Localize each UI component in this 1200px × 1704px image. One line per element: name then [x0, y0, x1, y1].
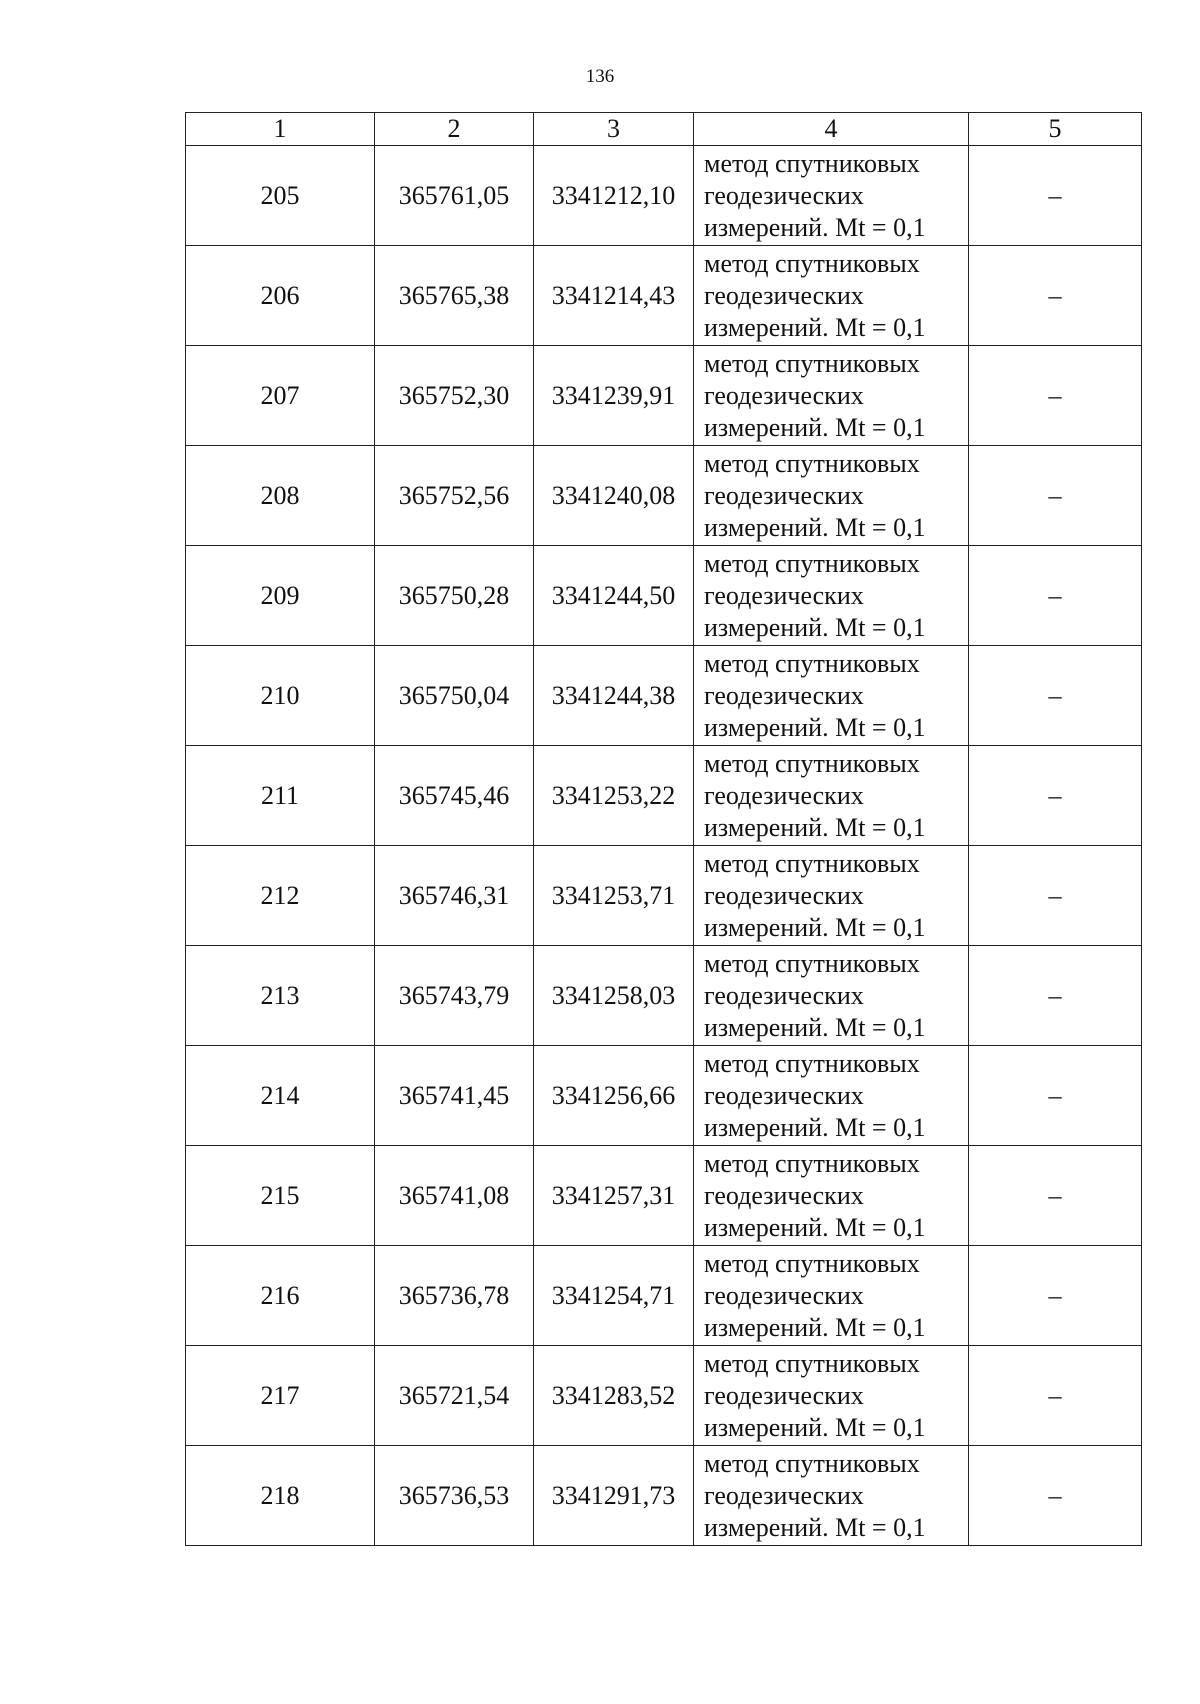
- y-coordinate-cell: 3341283,52: [534, 1346, 694, 1446]
- method-cell: [694, 746, 969, 846]
- y-coordinate-cell: 3341257,31: [534, 1146, 694, 1246]
- method-line: измерений. Mt = 0,1: [704, 912, 926, 942]
- coordinates-table: [185, 112, 1142, 1546]
- note-cell: –: [969, 1346, 1142, 1446]
- method-line: измерений. Mt = 0,1: [704, 1312, 926, 1342]
- note-cell: –: [969, 746, 1142, 846]
- note-cell: –: [969, 1246, 1142, 1346]
- y-coordinate-cell: 3341256,66: [534, 1046, 694, 1146]
- page-number: 136: [585, 66, 615, 87]
- column-header-3: 3: [534, 113, 694, 146]
- method-line: метод спутниковых: [704, 548, 920, 578]
- y-coordinate-cell: 3341291,73: [534, 1446, 694, 1546]
- table-row: [186, 1346, 1142, 1446]
- table-row: [186, 546, 1142, 646]
- note-cell: –: [969, 246, 1142, 346]
- method-cell: [694, 846, 969, 946]
- table-row: [186, 1246, 1142, 1346]
- header-row: [186, 113, 1142, 146]
- y-coordinate-cell: 3341239,91: [534, 346, 694, 446]
- method-cell: [694, 1346, 969, 1446]
- note-cell: –: [969, 1046, 1142, 1146]
- method-line: геодезических: [704, 280, 864, 310]
- method-line: метод спутниковых: [704, 1348, 920, 1378]
- y-coordinate-cell: 3341258,03: [534, 946, 694, 1046]
- method-cell: [694, 946, 969, 1046]
- point-number-cell: 206: [186, 246, 375, 346]
- method-line: метод спутниковых: [704, 1148, 920, 1178]
- point-number-cell: 213: [186, 946, 375, 1046]
- method-line: геодезических: [704, 1080, 864, 1110]
- x-coordinate-cell: 365743,79: [375, 946, 534, 1046]
- x-coordinate-cell: 365721,54: [375, 1346, 534, 1446]
- point-number-cell: 212: [186, 846, 375, 946]
- method-line: метод спутниковых: [704, 248, 920, 278]
- table-header: [186, 113, 1142, 146]
- table-row: [186, 746, 1142, 846]
- method-line: метод спутниковых: [704, 348, 920, 378]
- y-coordinate-cell: 3341253,71: [534, 846, 694, 946]
- note-cell: –: [969, 946, 1142, 1046]
- method-line: метод спутниковых: [704, 1048, 920, 1078]
- method-cell: [694, 146, 969, 246]
- note-cell: –: [969, 546, 1142, 646]
- y-coordinate-cell: 3341244,38: [534, 646, 694, 746]
- x-coordinate-cell: 365750,04: [375, 646, 534, 746]
- method-cell: [694, 646, 969, 746]
- method-line: измерений. Mt = 0,1: [704, 312, 926, 342]
- note-cell: –: [969, 1446, 1142, 1546]
- method-cell: [694, 346, 969, 446]
- x-coordinate-cell: 365746,31: [375, 846, 534, 946]
- method-cell: [694, 446, 969, 546]
- table-row: [186, 1446, 1142, 1546]
- table-row: [186, 1046, 1142, 1146]
- y-coordinate-cell: 3341253,22: [534, 746, 694, 846]
- point-number-cell: 208: [186, 446, 375, 546]
- method-line: метод спутниковых: [704, 748, 920, 778]
- method-line: метод спутниковых: [704, 848, 920, 878]
- method-line: метод спутниковых: [704, 648, 920, 678]
- method-cell: [694, 546, 969, 646]
- point-number-cell: 210: [186, 646, 375, 746]
- point-number-cell: 211: [186, 746, 375, 846]
- method-line: метод спутниковых: [704, 1248, 920, 1278]
- point-number-cell: 215: [186, 1146, 375, 1246]
- table-row: [186, 846, 1142, 946]
- table-row: [186, 946, 1142, 1046]
- method-line: геодезических: [704, 1180, 864, 1210]
- table-row: [186, 246, 1142, 346]
- note-cell: –: [969, 846, 1142, 946]
- y-coordinate-cell: 3341212,10: [534, 146, 694, 246]
- table-body: [186, 146, 1142, 1546]
- method-line: метод спутниковых: [704, 1448, 920, 1478]
- y-coordinate-cell: 3341244,50: [534, 546, 694, 646]
- method-cell: [694, 246, 969, 346]
- method-line: геодезических: [704, 680, 864, 710]
- method-line: геодезических: [704, 480, 864, 510]
- x-coordinate-cell: 365736,53: [375, 1446, 534, 1546]
- point-number-cell: 217: [186, 1346, 375, 1446]
- method-line: геодезических: [704, 1380, 864, 1410]
- table-row: [186, 446, 1142, 546]
- method-line: измерений. Mt = 0,1: [704, 1212, 926, 1242]
- method-line: геодезических: [704, 180, 864, 210]
- note-cell: –: [969, 446, 1142, 546]
- method-line: геодезических: [704, 380, 864, 410]
- point-number-cell: 214: [186, 1046, 375, 1146]
- method-line: метод спутниковых: [704, 948, 920, 978]
- method-line: измерений. Mt = 0,1: [704, 212, 926, 242]
- method-line: измерений. Mt = 0,1: [704, 1512, 926, 1542]
- y-coordinate-cell: 3341254,71: [534, 1246, 694, 1346]
- x-coordinate-cell: 365752,56: [375, 446, 534, 546]
- point-number-cell: 209: [186, 546, 375, 646]
- note-cell: –: [969, 146, 1142, 246]
- x-coordinate-cell: 365741,45: [375, 1046, 534, 1146]
- y-coordinate-cell: 3341240,08: [534, 446, 694, 546]
- method-line: геодезических: [704, 980, 864, 1010]
- method-line: измерений. Mt = 0,1: [704, 712, 926, 742]
- table-row: [186, 1146, 1142, 1246]
- method-line: измерений. Mt = 0,1: [704, 1412, 926, 1442]
- table-row: [186, 646, 1142, 746]
- point-number-cell: 216: [186, 1246, 375, 1346]
- column-header-5: 5: [969, 113, 1142, 146]
- method-line: геодезических: [704, 1480, 864, 1510]
- point-number-cell: 218: [186, 1446, 375, 1546]
- method-line: измерений. Mt = 0,1: [704, 1112, 926, 1142]
- x-coordinate-cell: 365745,46: [375, 746, 534, 846]
- method-line: измерений. Mt = 0,1: [704, 512, 926, 542]
- table-row: [186, 346, 1142, 446]
- point-number-cell: 207: [186, 346, 375, 446]
- x-coordinate-cell: 365752,30: [375, 346, 534, 446]
- method-line: геодезических: [704, 580, 864, 610]
- method-line: измерений. Mt = 0,1: [704, 412, 926, 442]
- table-row: [186, 146, 1142, 246]
- x-coordinate-cell: 365761,05: [375, 146, 534, 246]
- method-line: метод спутниковых: [704, 448, 920, 478]
- note-cell: –: [969, 346, 1142, 446]
- method-line: измерений. Mt = 0,1: [704, 1012, 926, 1042]
- column-header-2: 2: [375, 113, 534, 146]
- x-coordinate-cell: 365736,78: [375, 1246, 534, 1346]
- y-coordinate-cell: 3341214,43: [534, 246, 694, 346]
- method-cell: [694, 1446, 969, 1546]
- note-cell: –: [969, 646, 1142, 746]
- note-cell: –: [969, 1146, 1142, 1246]
- method-line: геодезических: [704, 780, 864, 810]
- method-line: метод спутниковых: [704, 148, 920, 178]
- x-coordinate-cell: 365750,28: [375, 546, 534, 646]
- method-line: геодезических: [704, 880, 864, 910]
- method-cell: [694, 1046, 969, 1146]
- column-header-1: 1: [186, 113, 375, 146]
- method-line: геодезических: [704, 1280, 864, 1310]
- x-coordinate-cell: 365765,38: [375, 246, 534, 346]
- x-coordinate-cell: 365741,08: [375, 1146, 534, 1246]
- method-line: измерений. Mt = 0,1: [704, 812, 926, 842]
- point-number-cell: 205: [186, 146, 375, 246]
- method-cell: [694, 1246, 969, 1346]
- column-header-4: 4: [694, 113, 969, 146]
- method-cell: [694, 1146, 969, 1246]
- method-line: измерений. Mt = 0,1: [704, 612, 926, 642]
